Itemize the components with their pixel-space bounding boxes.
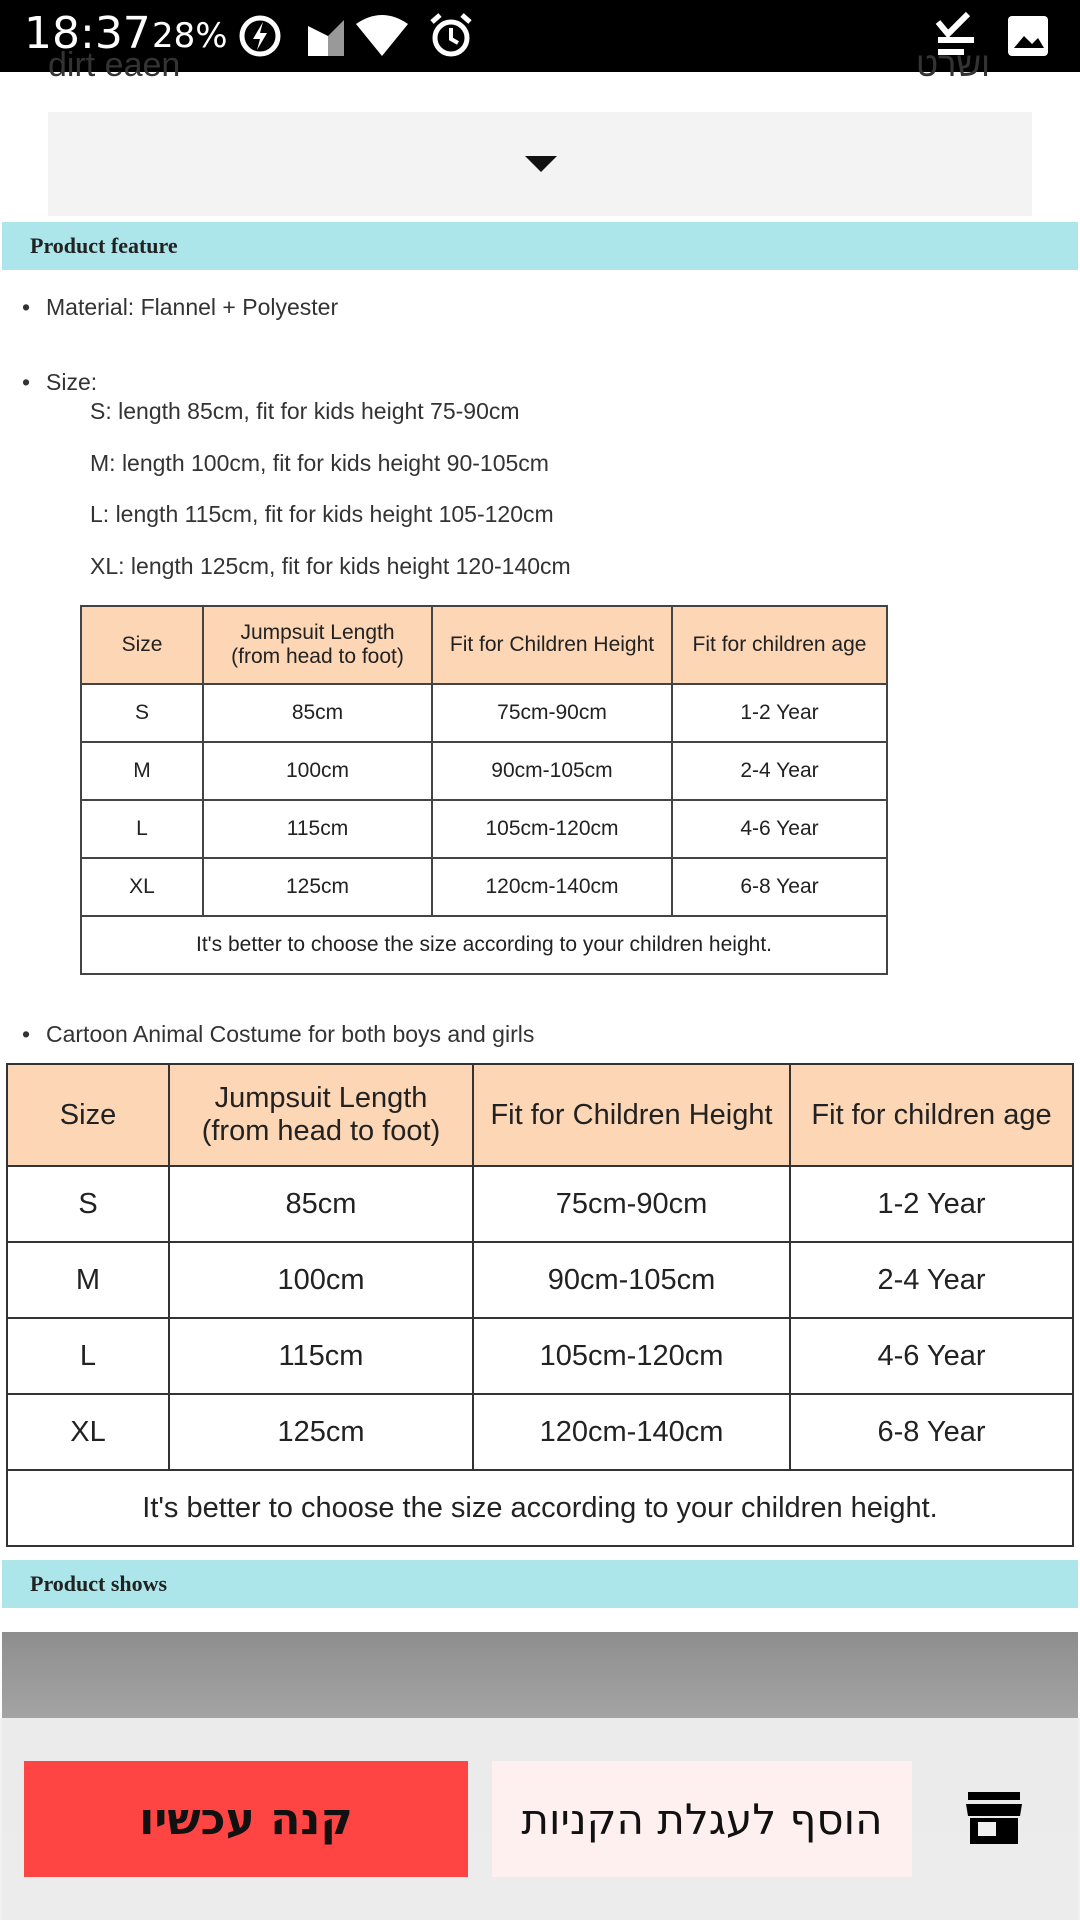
cell-age: 2-4 Year (672, 742, 887, 800)
cell-size: XL (81, 858, 203, 916)
store-icon[interactable] (964, 1790, 1024, 1846)
cut-off-right-text: ושרט (915, 46, 990, 84)
cell-age: 1-2 Year (790, 1166, 1073, 1242)
table-note: It's better to choose the size according to your children height. (7, 1470, 1073, 1546)
alarm-icon (428, 12, 474, 60)
table-row (81, 800, 887, 858)
table-note-row (81, 916, 887, 974)
status-time: 18:37 (24, 8, 151, 59)
table-row (7, 1394, 1073, 1470)
table-note-row (7, 1470, 1073, 1546)
cell-age: 2-4 Year (790, 1242, 1073, 1318)
cell-length: 85cm (169, 1166, 473, 1242)
cell-height: 120cm-140cm (432, 858, 672, 916)
add-to-cart-button[interactable]: הוסף לעגלת הקניות (492, 1761, 912, 1877)
cell-size: S (7, 1166, 169, 1242)
size-line-s: S: length 85cm, fit for kids height 75-90cm (90, 398, 520, 424)
cut-off-left-text: dirt eaen (48, 46, 181, 84)
section-header-product-feature: Product feature (2, 222, 1078, 270)
cell-age: 1-2 Year (672, 684, 887, 742)
image-icon (1006, 12, 1050, 60)
bullet-material (22, 294, 338, 321)
material-text: Material: Flannel + Polyester (46, 294, 339, 320)
table-header-row (81, 606, 887, 684)
cell-length: 125cm (169, 1394, 473, 1470)
table-row (81, 858, 887, 916)
header-size: Size (7, 1064, 169, 1166)
cell-length: 100cm (203, 742, 432, 800)
battery-percent: 28% (152, 16, 228, 56)
table-row (7, 1166, 1073, 1242)
signal-icon (306, 12, 346, 60)
size-table-large (6, 1063, 1074, 1547)
cut-off-header (0, 46, 1080, 92)
section-header-product-shows: Product shows (2, 1560, 1078, 1608)
cell-length: 125cm (203, 858, 432, 916)
size-line-m: M: length 100cm, fit for kids height 90-105cm (90, 450, 549, 476)
cell-size: L (81, 800, 203, 858)
table-row (81, 742, 887, 800)
data-saver-icon (236, 12, 284, 60)
header-size: Size (81, 606, 203, 684)
header-height: Fit for Children Height (473, 1064, 790, 1166)
table-row (7, 1318, 1073, 1394)
header-height: Fit for Children Height (432, 606, 672, 684)
cell-height: 75cm-90cm (473, 1166, 790, 1242)
cell-size: L (7, 1318, 169, 1394)
header-length: Jumpsuit Length (from head to foot) (203, 606, 432, 684)
table-note: It's better to choose the size according to your children height. (81, 916, 887, 974)
bullet-size (22, 369, 97, 396)
cell-height: 120cm-140cm (473, 1394, 790, 1470)
cell-size: M (81, 742, 203, 800)
size-line-xl: XL: length 125cm, fit for kids height 120-140cm (90, 553, 571, 579)
cell-length: 85cm (203, 684, 432, 742)
table-header-row (7, 1064, 1073, 1166)
header-age: Fit for children age (790, 1064, 1073, 1166)
cell-height: 90cm-105cm (473, 1242, 790, 1318)
cell-age: 6-8 Year (790, 1394, 1073, 1470)
cell-length: 115cm (203, 800, 432, 858)
cell-height: 105cm-120cm (432, 800, 672, 858)
table-row (7, 1242, 1073, 1318)
cell-age: 4-6 Year (790, 1318, 1073, 1394)
cell-height: 90cm-105cm (432, 742, 672, 800)
wifi-icon (354, 12, 410, 60)
table-row (81, 684, 887, 742)
size-table-small (80, 605, 888, 975)
header-length: Jumpsuit Length (from head to foot) (169, 1064, 473, 1166)
cell-height: 105cm-120cm (473, 1318, 790, 1394)
expand-dropdown[interactable] (48, 112, 1032, 216)
cell-age: 4-6 Year (672, 800, 887, 858)
cell-length: 100cm (169, 1242, 473, 1318)
size-label: Size: (46, 369, 98, 395)
cell-height: 75cm-90cm (432, 684, 672, 742)
cell-age: 6-8 Year (672, 858, 887, 916)
header-age: Fit for children age (672, 606, 887, 684)
cartoon-text: Cartoon Animal Costume for both boys and girls (46, 1021, 535, 1047)
size-line-l: L: length 115cm, fit for kids height 105-120cm (90, 501, 554, 527)
cell-size: S (81, 684, 203, 742)
caret-down-icon (525, 156, 557, 172)
cell-size: M (7, 1242, 169, 1318)
bullet-cartoon (22, 1021, 534, 1048)
cell-length: 115cm (169, 1318, 473, 1394)
cell-size: XL (7, 1394, 169, 1470)
buy-now-button[interactable]: קנה עכשיו (24, 1761, 468, 1877)
